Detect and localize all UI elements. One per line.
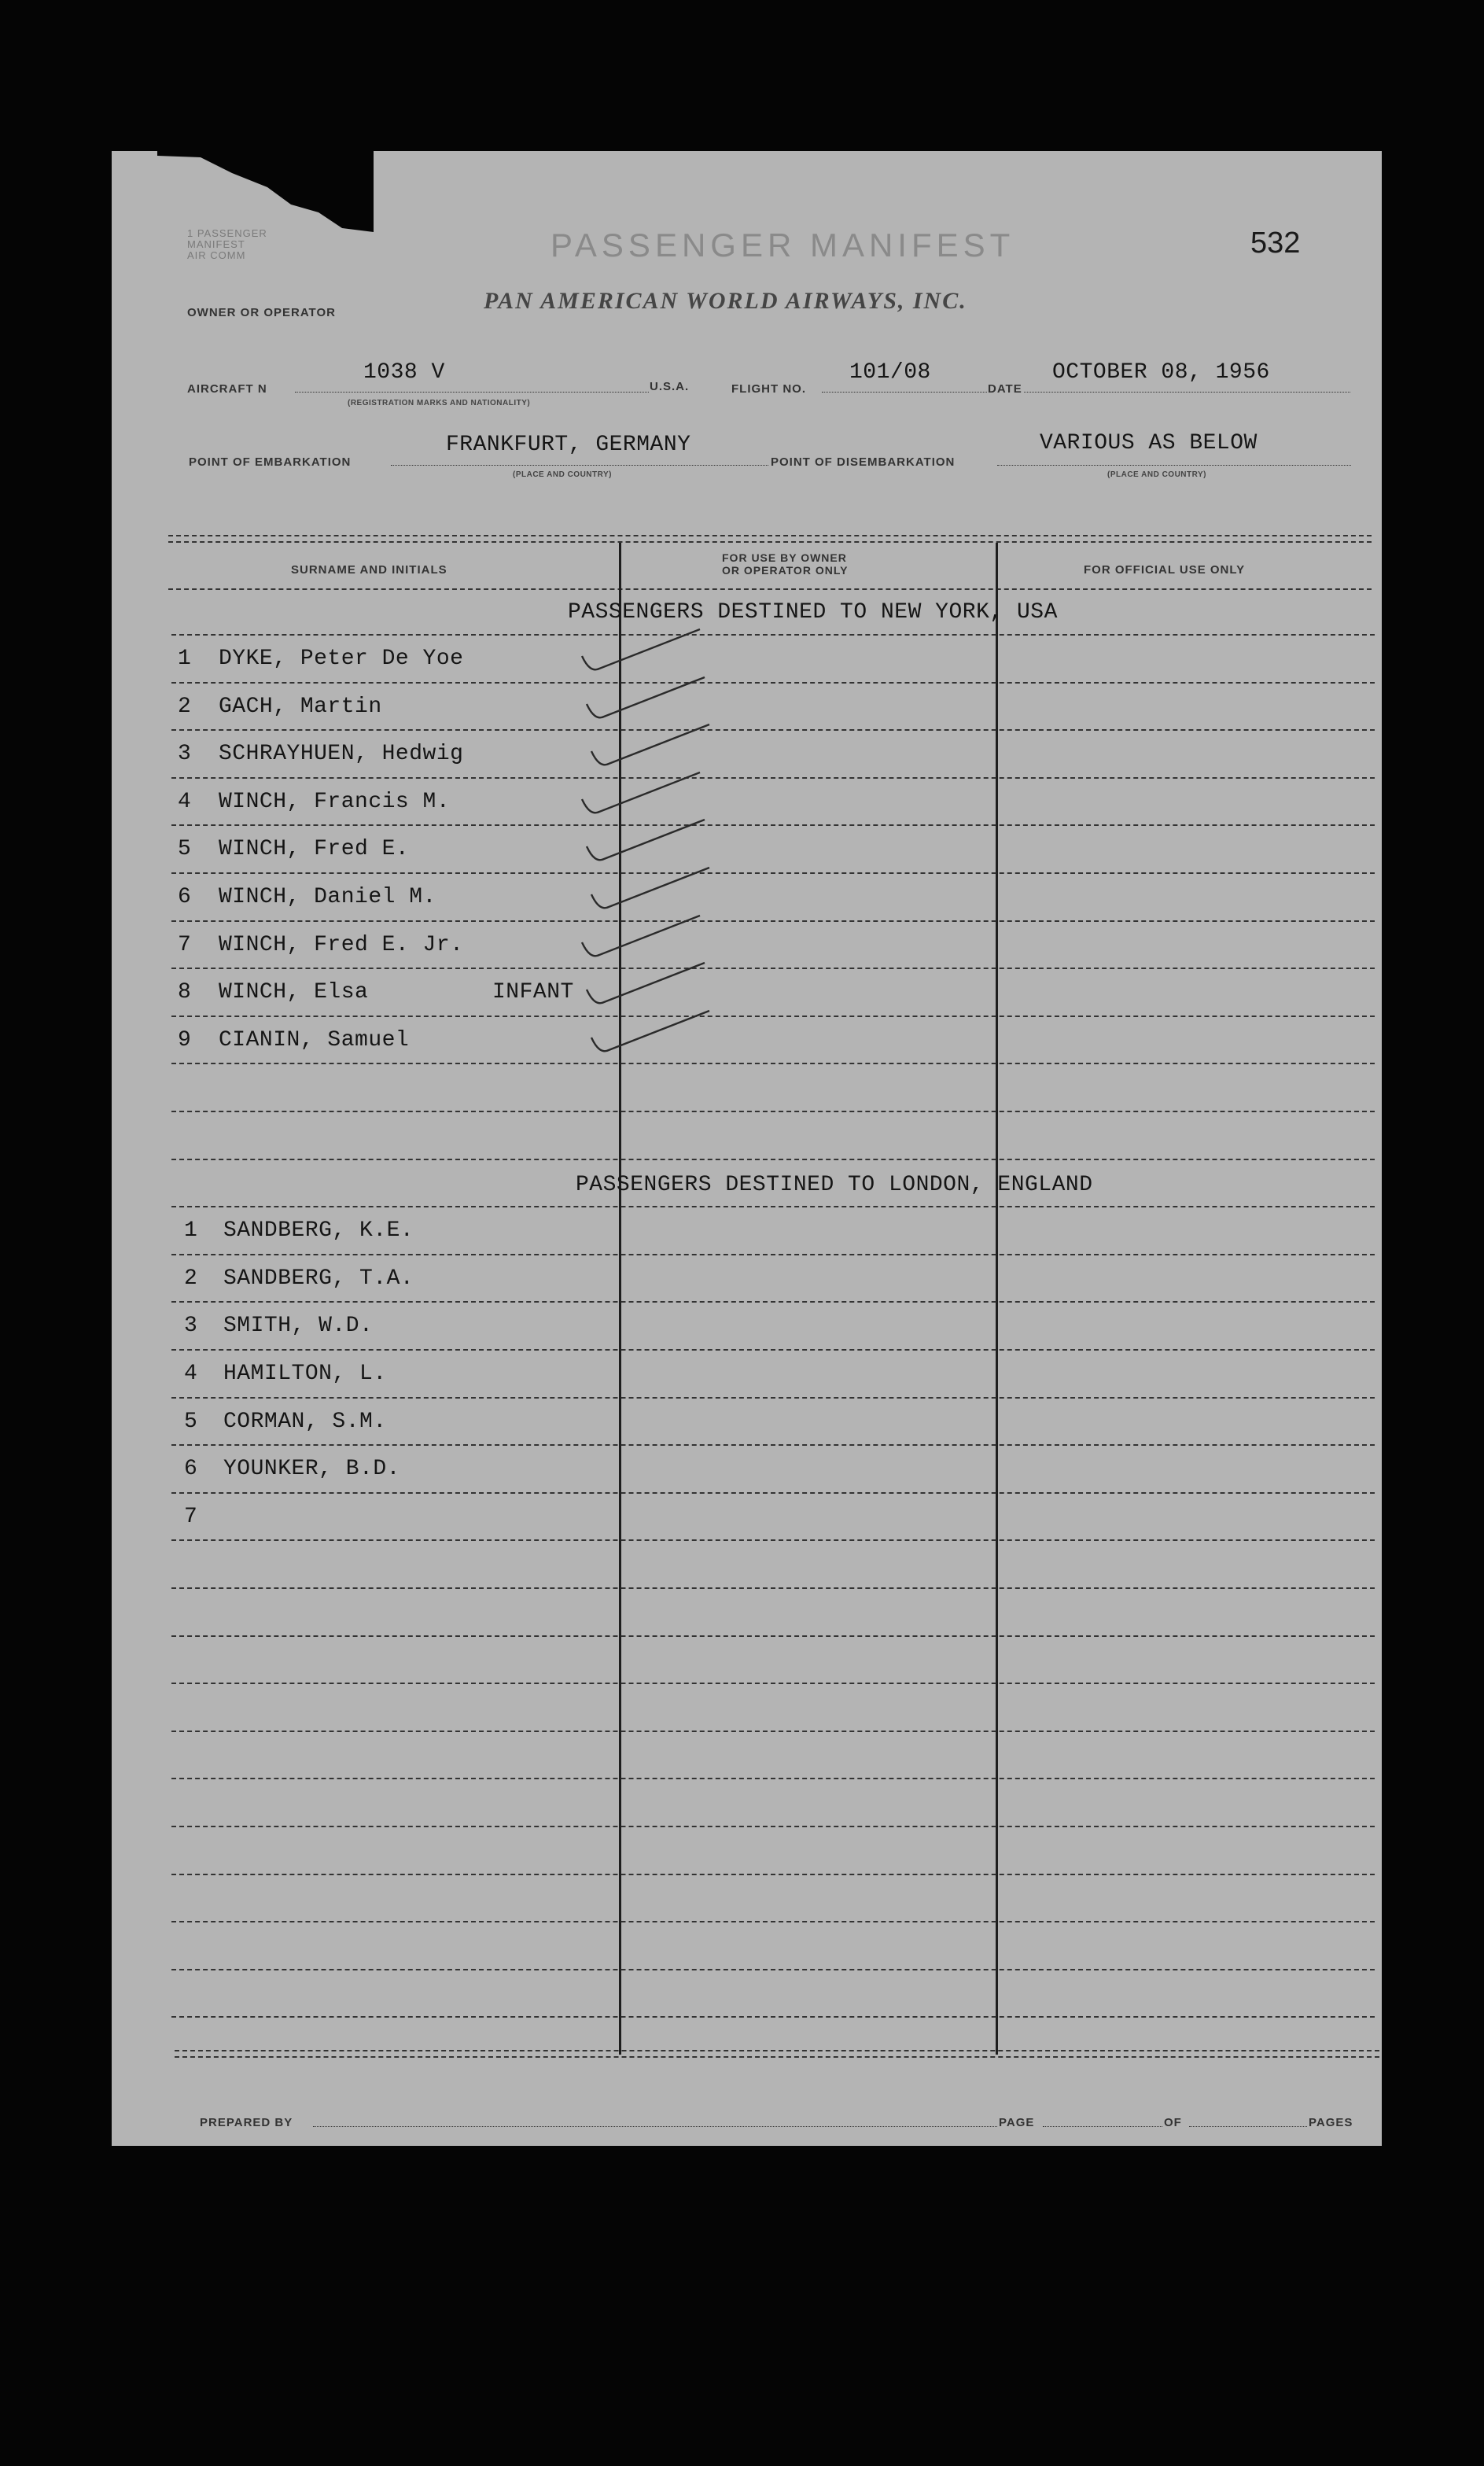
row-rule [171, 1492, 1375, 1494]
row-rule [171, 1206, 1375, 1207]
passenger-name: WINCH, Fred E. Jr. [219, 933, 464, 957]
row-rule [171, 968, 1375, 969]
row-number: 7 [178, 933, 191, 957]
row-rule [171, 777, 1375, 779]
row-number: 3 [184, 1314, 197, 1338]
column-header-owner-line2: OR OPERATOR ONLY [722, 564, 849, 577]
row-rule [171, 1635, 1375, 1637]
row-rule [171, 1874, 1375, 1875]
passenger-name: GACH, Martin [219, 695, 382, 719]
passenger-name: WINCH, Francis M. [219, 790, 451, 814]
section-header-new-york: PASSENGERS DESTINED TO NEW YORK, USA [568, 600, 1058, 625]
disembarkation-value: VARIOUS AS BELOW [1040, 431, 1258, 455]
date-value: OCTOBER 08, 1956 [1052, 360, 1270, 385]
row-number: 6 [184, 1457, 197, 1481]
faint-stamp: 1 PASSENGER MANIFEST AIR COMM [187, 227, 267, 261]
passenger-name: HAMILTON, L. [223, 1362, 387, 1386]
of-label: OF [1164, 2116, 1182, 2129]
row-rule [171, 1111, 1375, 1112]
row-number: 6 [178, 885, 191, 909]
passenger-name: SANDBERG, T.A. [223, 1266, 414, 1291]
row-rule [171, 1254, 1375, 1255]
column-header-official: FOR OFFICIAL USE ONLY [1084, 563, 1246, 577]
passenger-name: DYKE, Peter De Yoe [219, 647, 464, 671]
passenger-name: CIANIN, Samuel [219, 1028, 410, 1052]
flight-label: FLIGHT NO. [731, 382, 806, 396]
row-number: 9 [178, 1028, 191, 1052]
embarkation-label: POINT OF EMBARKATION [189, 455, 352, 469]
passenger-name: SCHRAYHUEN, Hedwig [219, 742, 464, 766]
row-rule [171, 1683, 1375, 1684]
disembarkation-label: POINT OF DISEMBARKATION [771, 455, 956, 469]
embarkation-place-hint: (PLACE AND COUNTRY) [513, 470, 612, 479]
passenger-note: INFANT [492, 980, 574, 1004]
registration-hint: (REGISTRATION MARKS AND NATIONALITY) [348, 399, 531, 407]
row-rule [171, 1444, 1375, 1446]
row-rule [171, 1016, 1375, 1017]
row-rule [171, 1063, 1375, 1064]
passenger-name: SMITH, W.D. [223, 1314, 374, 1338]
row-rule [171, 824, 1375, 826]
row-rule [171, 872, 1375, 874]
row-rule [171, 1159, 1375, 1160]
row-rule [171, 1778, 1375, 1779]
aircraft-label: AIRCRAFT N [187, 382, 267, 396]
row-rule [171, 1826, 1375, 1827]
row-rule [171, 1397, 1375, 1399]
row-number: 4 [178, 790, 191, 814]
passenger-name: WINCH, Elsa [219, 980, 369, 1004]
flight-number-value: 101/08 [849, 360, 931, 385]
row-rule [171, 1539, 1375, 1541]
row-rule [171, 920, 1375, 922]
row-rule [171, 1731, 1375, 1732]
airline-name: PAN AMERICAN WORLD AIRWAYS, INC. [484, 288, 967, 314]
section-header-london: PASSENGERS DESTINED TO LONDON, ENGLAND [576, 1173, 1093, 1197]
row-rule [171, 2016, 1375, 2018]
date-label: DATE [988, 382, 1022, 396]
row-rule [171, 634, 1375, 636]
row-rule [171, 1349, 1375, 1351]
page-label: PAGE [999, 2116, 1035, 2129]
row-number: 2 [178, 695, 191, 719]
row-number: 4 [184, 1362, 197, 1386]
row-rule [171, 1301, 1375, 1303]
row-number: 3 [178, 742, 191, 766]
page-number: 532 [1250, 227, 1301, 260]
torn-corner [157, 149, 374, 236]
row-number: 7 [184, 1505, 197, 1529]
prepared-by-label: PREPARED BY [200, 2116, 293, 2129]
usa-label: U.S.A. [650, 380, 690, 393]
passenger-name: SANDBERG, K.E. [223, 1218, 414, 1243]
passenger-name: YOUNKER, B.D. [223, 1457, 400, 1481]
page-title: PASSENGER MANIFEST [551, 227, 1015, 264]
row-number: 1 [184, 1218, 197, 1243]
row-number: 5 [184, 1410, 197, 1434]
row-rule [171, 1969, 1375, 1970]
row-rule [171, 1921, 1375, 1922]
row-number: 8 [178, 980, 191, 1004]
passenger-name: WINCH, Daniel M. [219, 885, 436, 909]
passenger-name: CORMAN, S.M. [223, 1410, 387, 1434]
row-rule [171, 729, 1375, 731]
passenger-name: WINCH, Fred E. [219, 837, 410, 861]
row-number: 1 [178, 647, 191, 671]
column-header-surname: SURNAME AND INITIALS [291, 563, 447, 577]
row-number: 5 [178, 837, 191, 861]
disembarkation-place-hint: (PLACE AND COUNTRY) [1107, 470, 1206, 479]
pages-label: PAGES [1309, 2116, 1353, 2129]
row-rule [171, 1587, 1375, 1589]
embarkation-value: FRANKFURT, GERMANY [446, 433, 691, 457]
row-rule [171, 682, 1375, 684]
column-header-owner-line1: FOR USE BY OWNER [722, 551, 847, 564]
owner-label: OWNER OR OPERATOR [187, 306, 336, 319]
row-number: 2 [184, 1266, 197, 1291]
aircraft-value: 1038 V [363, 360, 445, 385]
